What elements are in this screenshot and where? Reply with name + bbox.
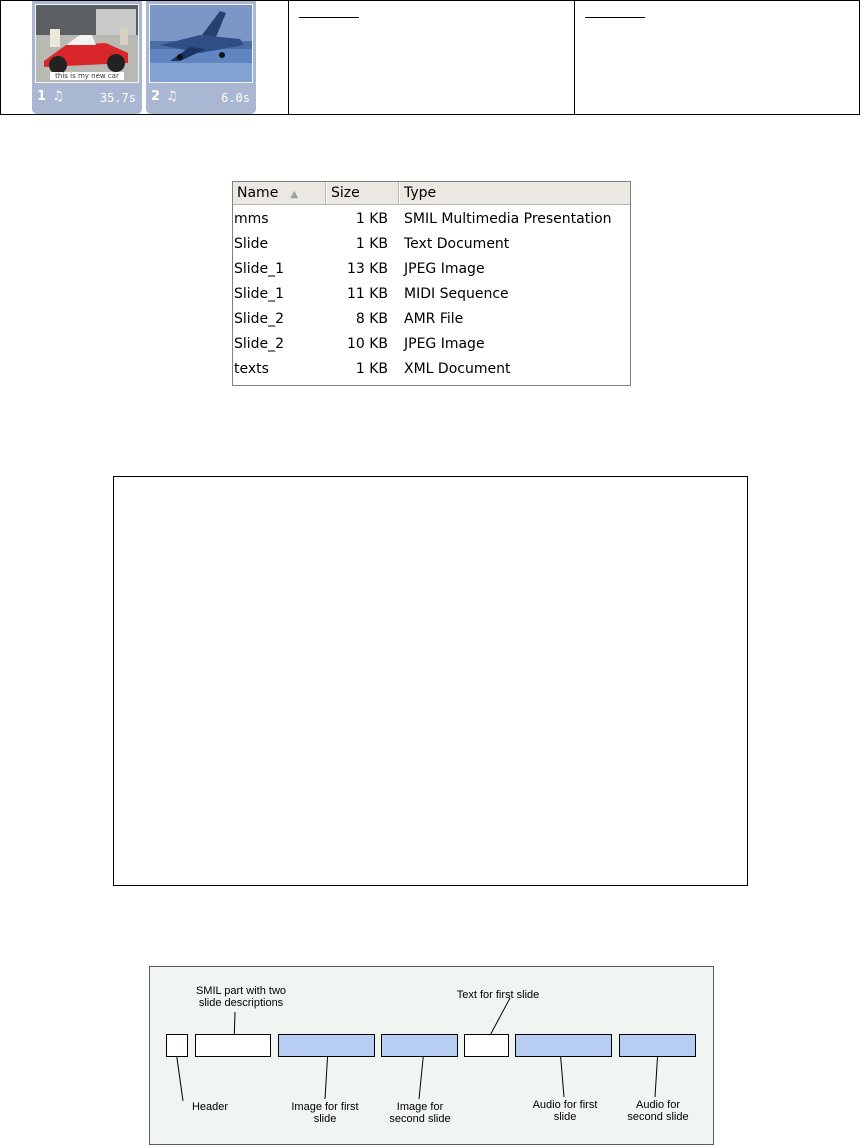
file-size: 11 KB (346, 286, 388, 302)
file-type: JPEG Image (404, 261, 485, 277)
label-text-first: Text for first slide (456, 989, 540, 1001)
file-row[interactable] (233, 332, 630, 357)
file-type: MIDI Sequence (404, 286, 509, 302)
file-size: 1 KB (355, 361, 388, 377)
file-name: Slide_2 (234, 311, 285, 327)
file-type: JPEG Image (404, 336, 485, 352)
file-name: Slide_2 (234, 336, 285, 352)
thumbnail-cell (1, 1, 289, 115)
mms-structure-diagram (149, 966, 714, 1145)
file-name: mms (234, 211, 269, 227)
slide-caption: this is my new car (50, 72, 124, 80)
file-name: texts (234, 361, 269, 377)
slide-thumbnail-1[interactable] (32, 1, 142, 114)
file-row[interactable] (233, 232, 630, 257)
file-size: 1 KB (355, 236, 388, 252)
file-type: XML Document (404, 361, 511, 377)
file-row[interactable] (233, 282, 630, 307)
file-size: 1 KB (355, 211, 388, 227)
file-row[interactable] (233, 257, 630, 282)
column-header-name[interactable]: Name ▲ (233, 182, 326, 204)
label-audio-first: Audio for first slide (532, 1099, 598, 1123)
label-audio-second: Audio for second slide (627, 1099, 689, 1123)
smil-block (195, 1034, 271, 1057)
music-note-icon: ♫ (166, 89, 178, 104)
audio-second-block (619, 1034, 696, 1057)
slide-thumbnail-2[interactable] (146, 1, 256, 114)
image-first-block (278, 1034, 375, 1057)
file-type: Text Document (404, 236, 510, 252)
slide-duration: 35.7s (99, 91, 136, 105)
file-row[interactable] (233, 307, 630, 332)
column-header-size[interactable]: Size (326, 182, 399, 204)
file-size: 10 KB (346, 336, 388, 352)
music-note-icon: ♫ (52, 89, 64, 104)
underline-mark (299, 17, 359, 18)
audio-first-block (515, 1034, 612, 1057)
file-name: Slide_1 (234, 286, 285, 302)
slide-number: 1 (37, 89, 47, 104)
file-type: AMR File (404, 311, 464, 327)
file-size: 13 KB (346, 261, 388, 277)
file-list (232, 181, 631, 386)
file-name: Slide (234, 236, 269, 252)
file-list-header (233, 182, 630, 205)
file-row[interactable] (233, 207, 630, 232)
label-image-second: Image for second slide (389, 1101, 451, 1125)
underline-mark (585, 17, 645, 18)
empty-frame (113, 476, 748, 886)
label-header: Header (191, 1101, 229, 1113)
empty-cell-2 (575, 1, 860, 115)
file-size: 8 KB (355, 311, 388, 327)
race-car-image (35, 4, 139, 83)
file-row[interactable] (233, 357, 630, 382)
top-table (0, 0, 860, 115)
jet-aircraft-image (149, 4, 253, 83)
label-smil: SMIL part with two slide descriptions (195, 985, 287, 1009)
sort-ascending-icon: ▲ (290, 189, 299, 200)
file-type: SMIL Multimedia Presentation (404, 211, 612, 227)
file-name: Slide_1 (234, 261, 285, 277)
header-block (166, 1034, 188, 1057)
empty-cell-1 (289, 1, 575, 115)
label-image-first: Image for first slide (291, 1101, 359, 1125)
slide-number: 2 (151, 89, 161, 104)
image-second-block (381, 1034, 458, 1057)
text-first-block (464, 1034, 509, 1057)
slide-duration: 6.0s (221, 91, 250, 105)
column-header-type[interactable]: Type (399, 182, 630, 204)
